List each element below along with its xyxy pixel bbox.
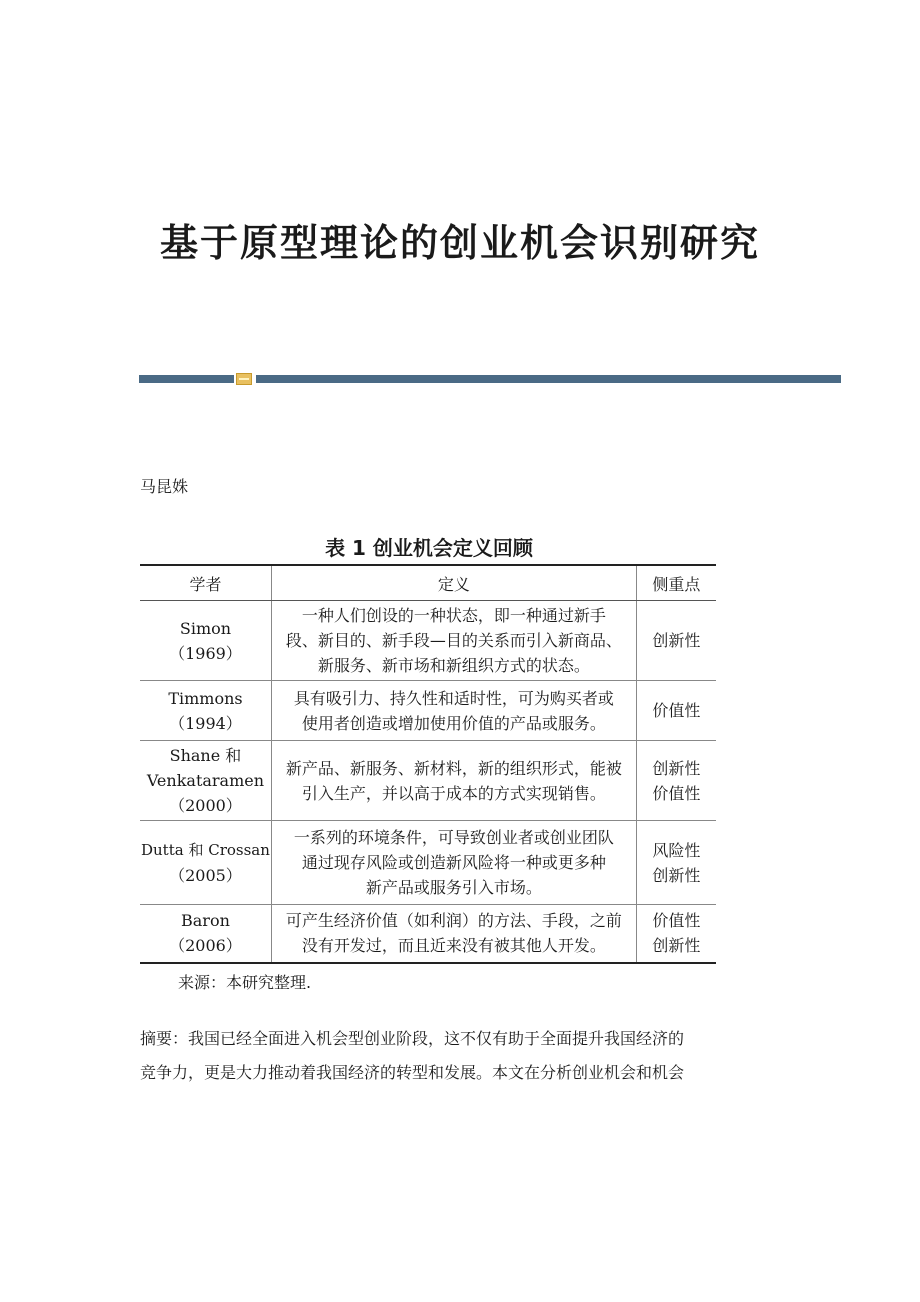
table-row [140,681,716,741]
scholar-year: （1994） [169,713,242,733]
scholar-name: Venkataramen [146,771,265,790]
page-title: 基于原型理论的创业机会识别研究 [159,220,760,265]
definition-line: 可产生经济价值（如利润）的方法、手段，之前 [285,911,622,931]
focus-item: 创新性 [652,758,701,778]
divider-right [256,375,841,383]
scholar-name: Shane 和 [169,746,242,765]
scholar-name: Dutta 和 Crossan [141,840,270,859]
abstract [140,1022,780,1090]
abstract-line: 竞争力，更是大力推动着我国经济的转型和发展。本文在分析创业机会和机会 [140,1063,685,1082]
table-row [140,741,716,821]
cell-definition [271,681,636,741]
focus-item: 价值性 [652,911,701,931]
cell-focus [636,741,716,821]
focus-item: 创新性 [652,865,701,885]
header-focus: 侧重点 [636,565,716,601]
cell-focus [636,905,716,963]
definition-line: 新产品、新服务、新材料，新的组织形式，能被 [285,758,622,778]
cell-definition [271,601,636,681]
author: 马昆姝 [140,477,189,496]
table-source-note: 来源：本研究整理. [178,973,312,992]
cell-scholar [140,821,271,905]
table-header-row [140,565,716,601]
definition-line: 新服务、新市场和新组织方式的状态。 [317,656,590,675]
definition-line: 一系列的环境条件，可导致创业者或创业团队 [293,828,614,847]
abstract-line: 摘要：我国已经全面进入机会型创业阶段，这不仅有助于全面提升我国经济的 [140,1029,685,1048]
cell-definition [271,905,636,963]
scholar-name: Baron [181,911,230,931]
table-row [140,821,716,905]
definitions-table [140,564,716,964]
divider-left [139,375,234,383]
cell-definition [271,821,636,905]
focus-item: 创新性 [652,936,701,956]
scholar-year: （2005） [169,865,242,885]
cell-scholar [140,601,271,681]
table-row [140,601,716,681]
header-scholar: 学者 [140,565,271,601]
scholar-year: （1969） [169,643,242,663]
cell-focus [636,681,716,741]
focus-item: 创新性 [652,631,701,650]
cell-scholar [140,741,271,821]
definition-line: 具有吸引力、持久性和适时性，可为购买者或 [293,688,614,708]
header-definition: 定义 [271,565,636,601]
cell-scholar [140,905,271,963]
scholar-year: （2006） [169,936,242,956]
cell-focus [636,821,716,905]
definition-line: 段、新目的、新手段—目的关系而引入新商品、 [285,631,622,650]
definition-line: 一种人们创设的一种状态，即一种通过新手 [301,606,606,625]
table-row [140,905,716,963]
definition-line: 没有开发过，而且近来没有被其他人开发。 [301,936,606,956]
scholar-name: Timmons [168,688,243,708]
focus-item: 价值性 [652,783,701,803]
scholar-name: Simon [179,618,232,638]
cell-definition [271,741,636,821]
cell-focus [636,601,716,681]
scholar-year: （2000） [169,796,242,815]
cell-scholar [140,681,271,741]
focus-item: 风险性 [652,840,701,860]
definition-line: 使用者创造或增加使用价值的产品或服务。 [301,713,606,733]
divider-ornament-icon [236,373,252,385]
definition-line: 新产品或服务引入市场。 [365,878,542,897]
definition-line: 通过现存风险或创造新风险将一种或更多种 [301,853,606,872]
definition-line: 引入生产，并以高于成本的方式实现销售。 [301,783,606,803]
focus-item: 价值性 [652,701,701,720]
table-caption: 表 1 创业机会定义回顾 [325,536,533,560]
